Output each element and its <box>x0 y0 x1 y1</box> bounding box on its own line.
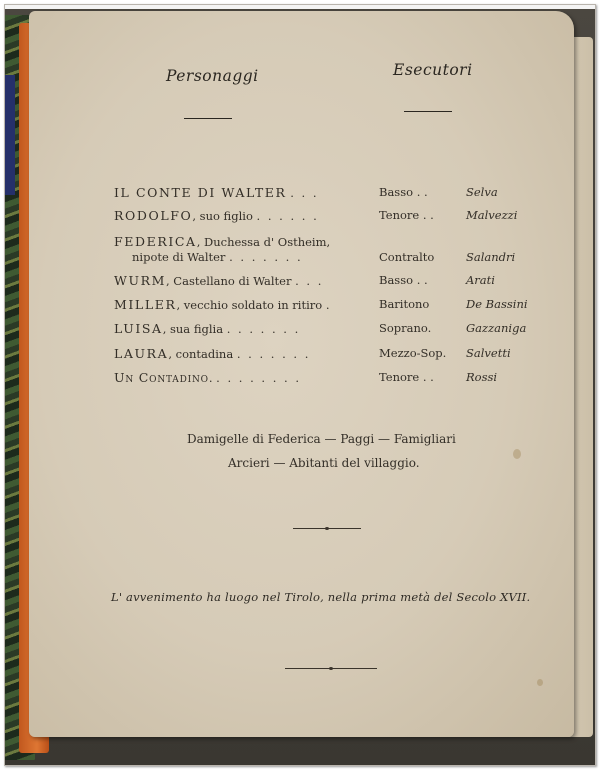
voice-type: Soprano. <box>379 321 432 335</box>
cast-row-wurm <box>0 273 600 291</box>
chorus-line-2: Arcieri — Abitanti del villaggio. <box>228 456 420 470</box>
leader-dots: . <box>325 298 332 312</box>
cast-row-luisa <box>0 321 600 339</box>
character-desc: , contadina <box>168 347 234 361</box>
leader-dots: . . . <box>295 274 324 288</box>
voice-type: Basso . . <box>379 185 428 199</box>
voice-type: Mezzo-Sop. <box>379 346 447 360</box>
voice-type: Tenore . . <box>379 208 434 222</box>
character-name: WURM <box>114 273 166 288</box>
cast-row-conte <box>0 185 600 203</box>
cover-blue-edge <box>5 75 15 195</box>
performer-name: Gazzaniga <box>466 321 527 335</box>
character-name: MILLER <box>114 297 177 312</box>
leader-dots: . . . . . . . <box>229 250 303 264</box>
character-name: LAURA <box>114 346 169 361</box>
header-rule-right <box>404 111 452 112</box>
performer-name: Selva <box>466 185 498 199</box>
character-desc: , Duchessa d' Ostheim, <box>196 235 331 249</box>
performer-name: Malvezzi <box>466 208 518 222</box>
cast-row-miller <box>0 297 600 315</box>
performer-name: Salvetti <box>466 346 511 360</box>
setting-note: L' avvenimento ha luogo nel Tirolo, nella prima metà del Secolo XVII. <box>111 590 531 604</box>
voice-type: Tenore . . <box>379 370 434 384</box>
character-name: RODOLFO <box>114 208 193 223</box>
cast-row-federica-cont <box>0 250 600 268</box>
header-rule-left <box>184 118 232 119</box>
leader-dots: . . . . . . <box>256 209 319 223</box>
voice-type: Basso . . <box>379 273 428 287</box>
cast-row-rodolfo <box>0 208 600 226</box>
performer-name: De Bassini <box>466 297 528 311</box>
voice-type: Contralto <box>379 250 435 264</box>
leader-dots: . . . . . . . . <box>216 371 301 385</box>
character-desc: , vecchio soldato in ritiro <box>176 298 323 312</box>
chorus-line-1: Damigelle di Federica — Paggi — Famigliari <box>187 432 456 446</box>
character-desc: . <box>208 371 213 385</box>
character-name: Un Contadino <box>114 370 209 385</box>
cast-row-laura <box>0 346 600 364</box>
leader-dots: . . . . . . . <box>226 322 301 336</box>
voice-type: Baritono <box>379 297 430 311</box>
page-stain <box>537 679 543 686</box>
character-desc: , sua figlia <box>162 322 224 336</box>
cast-row-contadino <box>0 370 600 388</box>
character-desc: nipote di Walter <box>132 250 226 264</box>
header-personaggi: Personaggi <box>166 67 259 85</box>
character-desc: , Castellano di Walter <box>166 274 292 288</box>
character-name: LUISA <box>114 321 163 336</box>
scan-top-edge <box>5 5 595 9</box>
header-esecutori: Esecutori <box>393 61 473 79</box>
performer-name: Salandri <box>466 250 516 264</box>
leader-dots: . . . <box>290 186 319 200</box>
performer-name: Arati <box>466 273 495 287</box>
character-name: IL CONTE DI WALTER <box>114 185 287 200</box>
character-name: FEDERICA <box>114 234 197 249</box>
performer-name: Rossi <box>466 370 498 384</box>
leader-dots: . . . . . . . <box>236 347 311 361</box>
character-desc: , suo figlio <box>192 209 253 223</box>
